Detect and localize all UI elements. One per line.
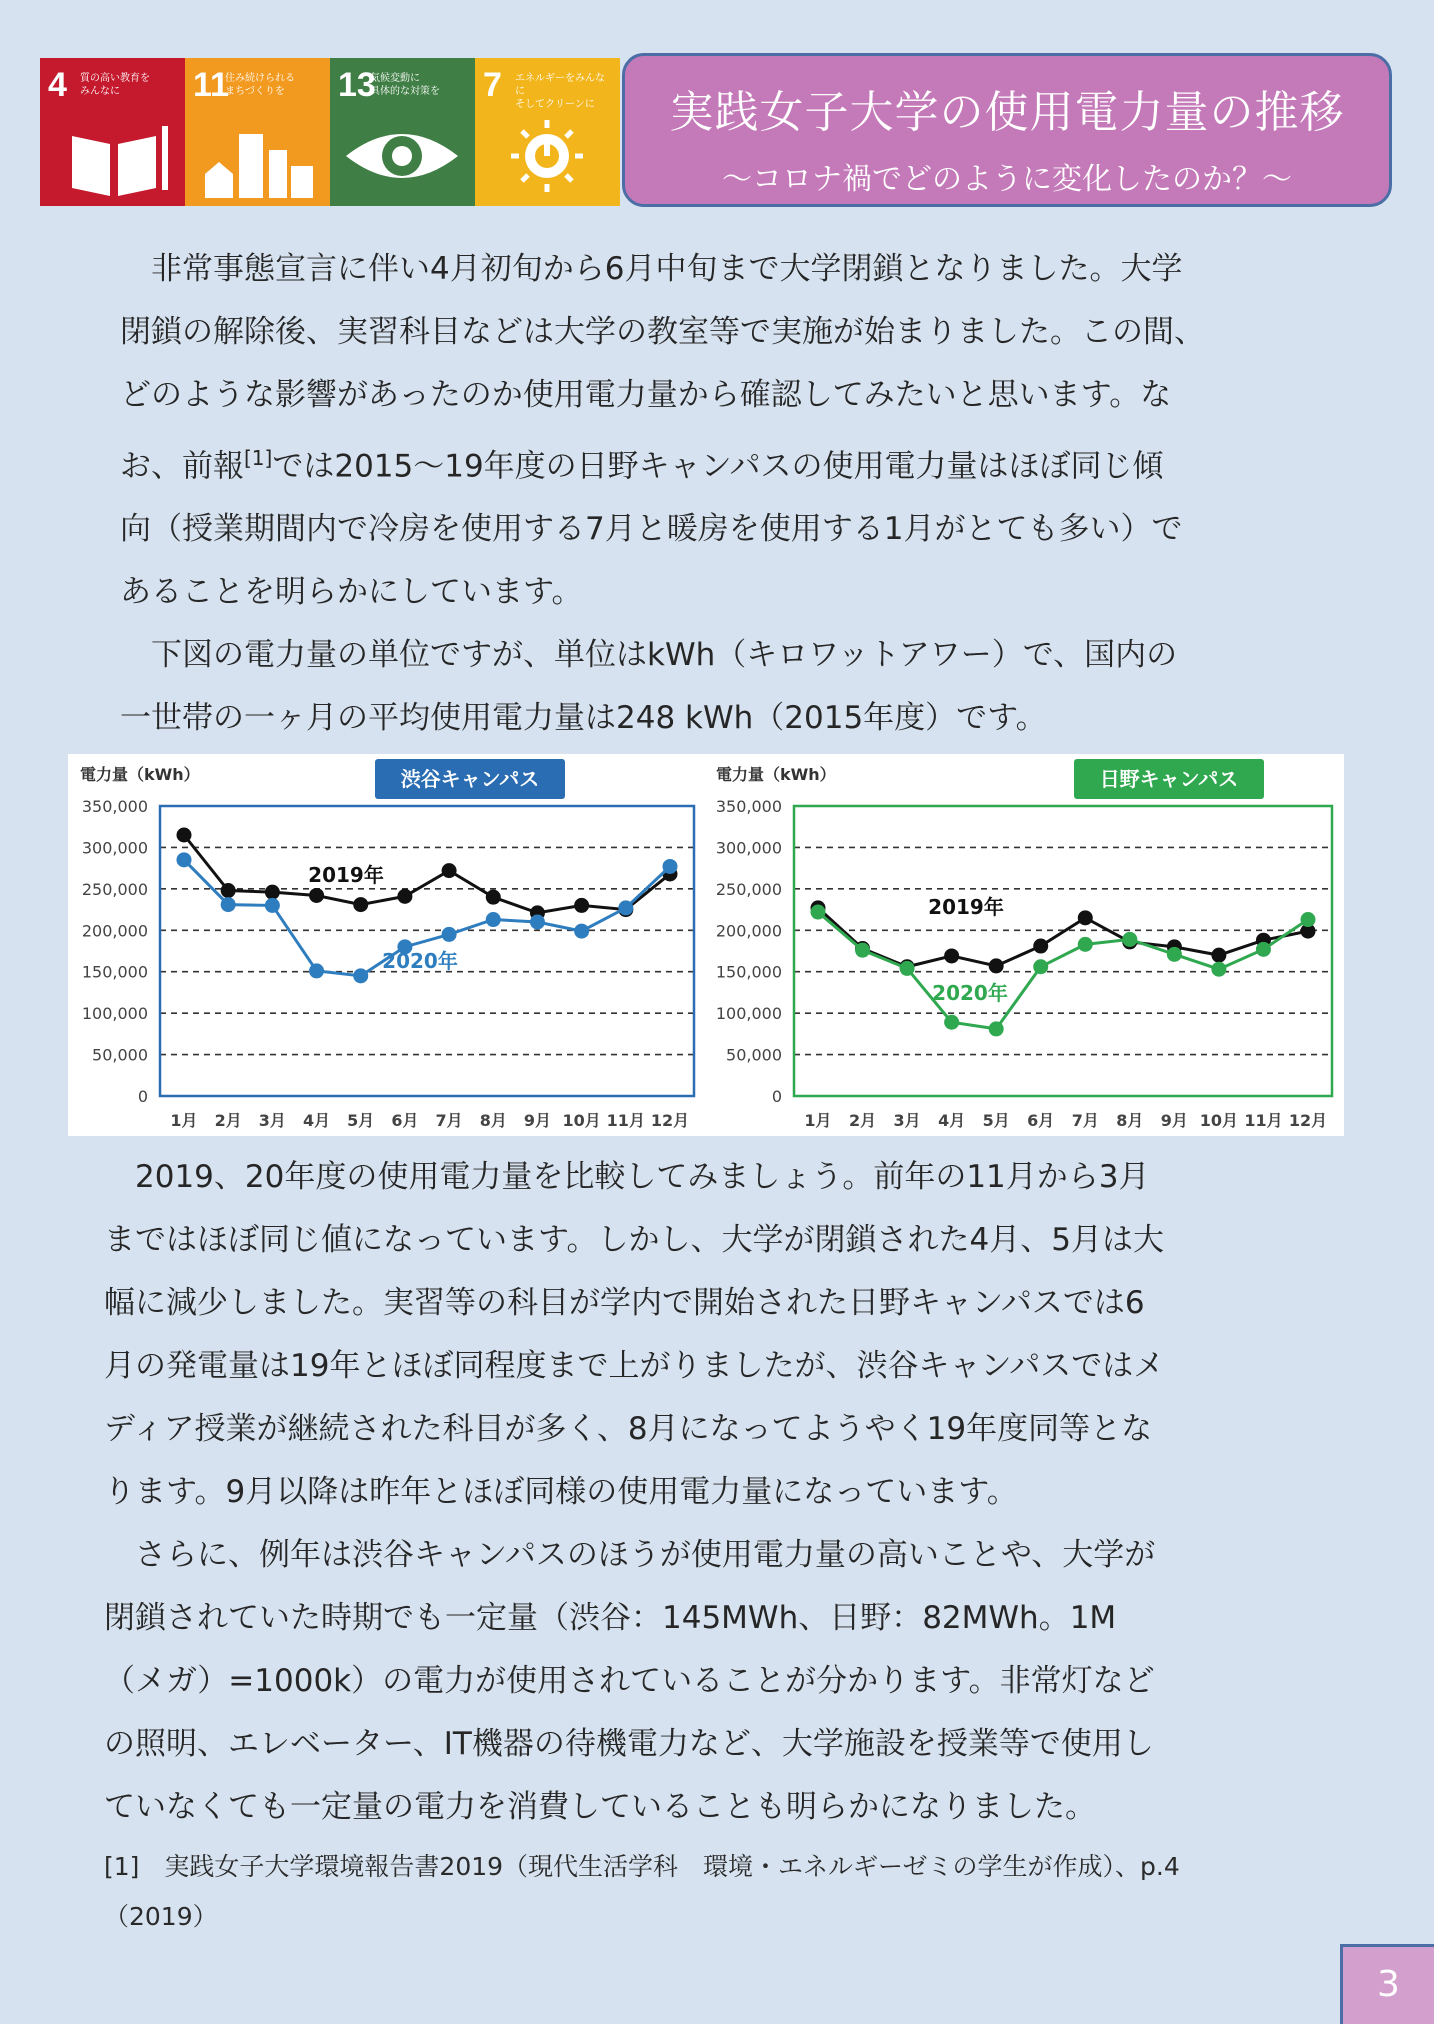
sdg-icons	[40, 58, 620, 206]
x-tick-label: 8月	[1116, 1111, 1144, 1130]
data-point	[989, 958, 1004, 973]
x-tick-label: 2月	[848, 1111, 877, 1130]
data-point	[177, 852, 192, 867]
shibuya-chart	[68, 754, 698, 1136]
y-tick-label: 200,000	[715, 921, 782, 941]
data-point	[618, 900, 633, 915]
series-label: 2020年	[932, 981, 1008, 1005]
page-title: 実践女子大学の使用電力量の推移	[669, 87, 1345, 138]
data-point	[177, 828, 192, 843]
sdg-number: 11	[193, 66, 229, 104]
text-line: 2019、20年度の使用電力量を比較してみましょう。前年の11月から3月	[104, 1159, 1150, 1195]
y-tick-label: 250,000	[715, 879, 782, 899]
text-line: 閉鎖の解除後、実習科目などは大学の教室等で実施が始まりました。この間、	[120, 314, 1205, 350]
sdg-label: エネルギーをみんなに そしてクリーンに	[515, 73, 605, 110]
data-point	[1078, 910, 1093, 925]
sdg-label: 質の高い教育を みんなに	[80, 73, 150, 97]
data-point	[574, 924, 589, 939]
data-point	[944, 1015, 959, 1030]
x-tick-label: 12月	[1288, 1111, 1328, 1130]
footnote	[104, 1842, 1180, 1942]
x-tick-label: 9月	[523, 1111, 552, 1130]
text-line: ていなくても一定量の電力を消費していることも明らかになりました。	[104, 1789, 1096, 1825]
y-tick-label: 50,000	[92, 1045, 148, 1065]
x-tick-label: 4月	[302, 1111, 331, 1130]
data-point	[265, 885, 280, 900]
x-tick-label: 1月	[170, 1111, 198, 1130]
footnote-line: [1] 実践女子大学環境報告書2019（現代生活学科 環境・エネルギーゼミの学生が作成）、p.4	[104, 1852, 1180, 1881]
comparison-paragraph	[104, 1146, 1164, 1839]
text-line: あることを明らかにしています。	[120, 574, 583, 611]
text-line: 向（授業期間内で冷房を使用する7月と暖房を使用する1月がとても多い）で	[120, 511, 1183, 548]
text-fragment: お、前報	[120, 448, 244, 485]
city-icon	[185, 116, 330, 206]
sdg-number: 13	[338, 66, 376, 104]
text-line	[120, 427, 1205, 498]
x-tick-label: 5月	[982, 1111, 1010, 1130]
data-point	[309, 888, 324, 903]
y-axis-label: 電力量（kWh）	[80, 765, 200, 784]
y-tick-label: 50,000	[726, 1045, 782, 1065]
data-point	[989, 1021, 1004, 1036]
data-point	[944, 948, 959, 963]
data-point	[574, 898, 589, 913]
text-line: まではほぼ同じ値になっています。しかし、大学が閉鎖された4月、5月は大	[104, 1222, 1164, 1258]
text-line: ディア授業が継続された科目が多く、8月になってようやく19年度同等とな	[104, 1411, 1153, 1447]
data-point	[353, 968, 368, 983]
x-tick-label: 10月	[562, 1111, 601, 1130]
x-tick-label: 12月	[650, 1111, 690, 1130]
charts-panel	[68, 754, 1344, 1136]
data-point	[486, 912, 501, 927]
text-line: 下図の電力量の単位ですが、単位はkWh（キロワットアワー）で、国内の	[120, 637, 1178, 674]
campus-badge-label: 日野キャンパス	[1099, 767, 1239, 791]
intro-paragraph	[120, 238, 1205, 750]
eye-icon	[330, 116, 475, 206]
text-line: 閉鎖されていた時期でも一定量（渋谷：145MWh、日野：82MWh。1M	[104, 1600, 1117, 1636]
data-point	[663, 859, 678, 874]
sdg-label: 住み続けられる まちづくりを	[225, 73, 295, 97]
data-point	[1211, 962, 1226, 977]
x-tick-label: 3月	[893, 1111, 921, 1130]
data-point	[309, 963, 324, 978]
x-tick-label: 6月	[1027, 1111, 1055, 1130]
x-tick-label: 3月	[258, 1111, 286, 1130]
text-fragment: では2015～19年度の日野キャンパスの使用電力量はほぼ同じ傾	[272, 448, 1164, 485]
y-tick-label: 150,000	[81, 962, 148, 982]
plot-frame	[794, 806, 1332, 1096]
x-tick-label: 11月	[606, 1111, 645, 1130]
sdg-7-tile	[475, 58, 620, 206]
data-point	[1211, 948, 1226, 963]
x-tick-label: 2月	[214, 1111, 242, 1130]
data-point	[221, 883, 236, 898]
y-tick-label: 250,000	[81, 879, 148, 899]
text-line: 月の発電量は19年とほぼ同程度まで上がりましたが、渋谷キャンパスではメ	[104, 1348, 1165, 1384]
hino-chart	[704, 754, 1344, 1136]
text-line: 非常事態宣言に伴い4月初旬から6月中旬まで大学閉鎖となりました。大学	[120, 251, 1183, 287]
footnote-line: （2019）	[104, 1902, 218, 1931]
y-tick-label: 150,000	[715, 962, 782, 982]
text-line: どのような影響があったのか使用電力量から確認してみたいと思います。な	[120, 377, 1172, 413]
y-tick-label: 100,000	[715, 1004, 782, 1024]
data-point	[855, 943, 870, 958]
y-axis-label: 電力量（kWh）	[716, 765, 836, 784]
y-tick-label: 0	[771, 1087, 782, 1106]
text-line: 一世帯の一ヶ月の平均使用電力量は248 kWh（2015年度）です。	[120, 700, 1047, 737]
y-tick-label: 300,000	[81, 838, 148, 858]
sdg-number: 7	[483, 66, 502, 104]
x-tick-label: 8月	[479, 1111, 507, 1130]
data-point	[1033, 959, 1048, 974]
x-tick-label: 1月	[804, 1111, 832, 1130]
page-title-box	[622, 53, 1392, 207]
data-point	[811, 905, 826, 920]
sdg-11-tile	[185, 58, 330, 206]
x-tick-label: 6月	[391, 1111, 419, 1130]
y-tick-label: 0	[137, 1087, 148, 1106]
y-tick-label: 200,000	[81, 921, 148, 941]
data-point	[900, 961, 915, 976]
x-tick-label: 11月	[1244, 1111, 1283, 1130]
data-point	[221, 897, 236, 912]
data-point	[1078, 937, 1093, 952]
book-icon	[40, 116, 185, 206]
data-point	[1301, 912, 1316, 927]
y-tick-label: 100,000	[81, 1004, 148, 1024]
x-tick-label: 7月	[435, 1111, 463, 1130]
y-tick-label: 300,000	[715, 838, 782, 858]
sdg-4-tile	[40, 58, 185, 206]
text-line: （メガ）=1000k）の電力が使用されていることが分かります。非常灯など	[104, 1663, 1155, 1699]
data-point	[442, 863, 457, 878]
text-line: ります。9月以降は昨年とほぼ同様の使用電力量になっています。	[104, 1474, 1018, 1510]
data-point	[353, 897, 368, 912]
series-label: 2020年	[382, 949, 458, 973]
data-point	[442, 927, 457, 942]
data-point	[1033, 939, 1048, 954]
data-point	[486, 890, 501, 905]
x-tick-label: 5月	[347, 1111, 375, 1130]
page-number: 3	[1340, 1944, 1434, 2024]
x-tick-label: 7月	[1071, 1111, 1099, 1130]
sdg-label: 気候変動に 具体的な対策を	[370, 73, 440, 97]
x-tick-label: 4月	[938, 1111, 966, 1130]
data-point	[265, 898, 280, 913]
series-label: 2019年	[308, 863, 384, 887]
sdg-13-tile	[330, 58, 475, 206]
series-label: 2019年	[928, 895, 1004, 919]
sdg-number: 4	[48, 66, 67, 104]
text-line: の照明、エレベーター、IT機器の待機電力など、大学施設を授業等で使用し	[104, 1726, 1154, 1762]
page-subtitle: ～コロナ禍でどのように変化したのか？～	[722, 162, 1292, 197]
data-point	[397, 889, 412, 904]
x-tick-label: 10月	[1199, 1111, 1239, 1130]
text-line: 幅に減少しました。実習等の科目が学内で開始された日野キャンパスでは6	[104, 1285, 1145, 1321]
series-line	[818, 908, 1308, 967]
data-point	[1167, 947, 1182, 962]
reference-marker: [1]	[244, 446, 273, 470]
data-point	[1122, 932, 1137, 947]
y-tick-label: 350,000	[81, 797, 148, 816]
campus-badge-label: 渋谷キャンパス	[400, 767, 540, 791]
x-tick-label: 9月	[1160, 1111, 1188, 1130]
sun-power-icon	[475, 116, 620, 206]
data-point	[530, 915, 545, 930]
data-point	[1256, 942, 1271, 957]
text-line: さらに、例年は渋谷キャンパスのほうが使用電力量の高いことや、大学が	[104, 1537, 1156, 1573]
y-tick-label: 350,000	[715, 797, 782, 816]
